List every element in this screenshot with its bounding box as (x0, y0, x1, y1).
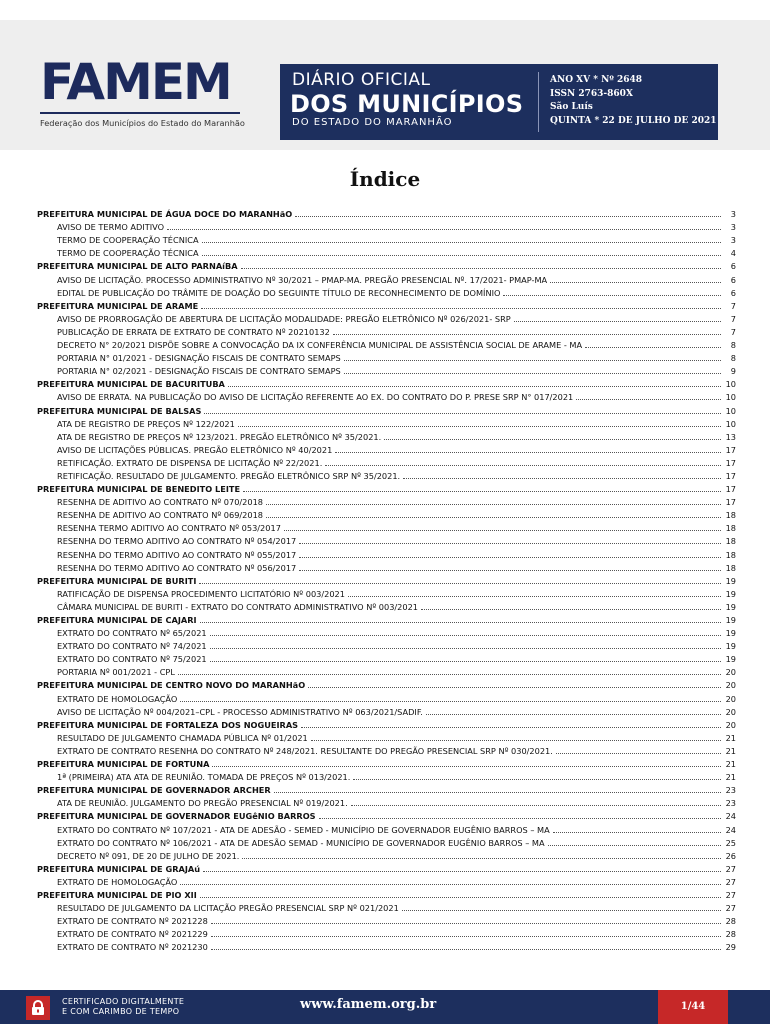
dot-leader (299, 543, 721, 544)
toc-entry[interactable] (37, 416, 736, 429)
toc-section[interactable] (37, 756, 736, 769)
toc-entry-title: PORTARIA Nº 001/2021 - CPL (57, 667, 175, 678)
dot-leader (333, 334, 721, 335)
toc-section[interactable] (37, 887, 736, 900)
toc-entry-title: RATIFICAÇÃO DE DISPENSA PROCEDIMENTO LICITATÓRIO Nº 003/2021 (57, 588, 345, 599)
toc-entry[interactable] (37, 835, 736, 848)
toc-entry[interactable] (37, 507, 736, 520)
logo-text: FAMEM (40, 53, 231, 111)
toc-page-number: 28 (725, 929, 736, 940)
dot-leader (266, 504, 721, 505)
toc-entry-title: TERMO DE COOPERAÇÃO TÉCNICA (57, 235, 199, 246)
toc-entry-title: PREFEITURA MUNICIPAL DE BURITI (37, 575, 197, 586)
dot-leader (299, 557, 721, 558)
toc-entry-title: EXTRATO DE CONTRATO Nº 2021229 (57, 929, 208, 940)
toc-section[interactable] (37, 402, 736, 415)
dot-leader (211, 923, 721, 924)
toc-entry-title: PREFEITURA MUNICIPAL DE BACURITUBA (37, 379, 225, 390)
toc-entry-title: ATA DE REUNIÃO. JULGAMENTO DO PREGÃO PRESENCIAL Nº 019/2021. (57, 798, 348, 809)
dot-leader (348, 596, 721, 597)
cert-line2: E COM CARIMBO DE TEMPO (62, 1007, 180, 1016)
issue-year: ANO XV * Nº 2648 (550, 75, 643, 85)
dot-leader (295, 216, 721, 217)
toc-page-number: 13 (725, 431, 736, 442)
dot-leader (548, 845, 721, 846)
toc-entry-title: RESULTADO DE JULGAMENTO CHAMADA PÚBLICA Nº 01/2021 (57, 732, 308, 743)
toc-page-number: 23 (725, 798, 736, 809)
toc-entry[interactable] (37, 311, 736, 324)
toc-entry[interactable] (37, 651, 736, 664)
dot-leader (211, 949, 721, 950)
toc-page-number: 19 (725, 628, 736, 639)
toc-page-number: 18 (725, 549, 736, 560)
toc-entry[interactable] (37, 586, 736, 599)
page-footer (0, 990, 770, 1024)
logo-rule (40, 112, 240, 114)
toc-section[interactable] (37, 677, 736, 690)
toc-page-number: 6 (730, 287, 736, 298)
toc-entry[interactable] (37, 533, 736, 546)
cert-line1: CERTIFICADO DIGITALMENTE (62, 997, 185, 1006)
toc-page-number: 21 (725, 772, 736, 783)
toc-page-number: 3 (730, 209, 736, 220)
toc-entry[interactable] (37, 429, 736, 442)
toc-entry-title: EXTRATO DO CONTRATO Nº 75/2021 (57, 654, 207, 665)
toc-entry-title: PREFEITURA MUNICIPAL DE FORTALEZA DOS NOGUEIRAS (37, 719, 299, 730)
toc-page-number: 23 (725, 785, 736, 796)
dot-leader (344, 373, 721, 374)
dot-leader (556, 753, 721, 754)
table-of-contents (37, 206, 736, 952)
toc-page-number: 20 (725, 680, 736, 691)
toc-entry-title: RETIFICAÇÃO. EXTRATO DE DISPENSA DE LICITAÇÃO Nº 22/2021. (57, 457, 323, 468)
dot-leader (210, 661, 721, 662)
toc-page-number: 18 (725, 536, 736, 547)
toc-entry[interactable] (37, 625, 736, 638)
toc-entry[interactable] (37, 546, 736, 559)
dot-leader (199, 583, 721, 584)
toc-entry[interactable] (37, 363, 736, 376)
dot-leader (402, 910, 721, 911)
toc-entry-title: RESENHA DO TERMO ADITIVO AO CONTRATO Nº 054/2017 (57, 536, 297, 547)
dot-leader (241, 268, 721, 269)
toc-page-number: 20 (725, 706, 736, 717)
toc-entry[interactable] (37, 219, 736, 232)
toc-entry-title: RESENHA DO TERMO ADITIVO AO CONTRATO Nº 056/2017 (57, 562, 297, 573)
toc-entry-title: DECRETO N° 20/2021 DISPÕE SOBRE A CONVOCAÇÃO DA IX CONFERÊNCIA MUNICIPAL DE ASSISTÊNCIA SOCIAL DE ARAME - MA (57, 340, 583, 351)
dot-leader (200, 622, 721, 623)
dot-leader (550, 282, 721, 283)
issue-info (550, 74, 717, 128)
toc-entry-title: EXTRATO DE CONTRATO Nº 2021228 (57, 916, 208, 927)
issue-city: São Luís (550, 102, 593, 112)
toc-entry-title: CÂMARA MUNICIPAL DE BURITI - EXTRATO DO CONTRATO ADMINISTRATIVO Nº 003/2021 (57, 601, 419, 612)
toc-section[interactable] (37, 861, 736, 874)
toc-entry[interactable] (37, 442, 736, 455)
toc-entry-title: PREFEITURA MUNICIPAL DE CENTRO NOVO DO MARANHãO (37, 680, 306, 691)
toc-entry[interactable] (37, 795, 736, 808)
toc-entry-title: RESENHA DE ADITIVO AO CONTRATO Nº 069/2018 (57, 510, 264, 521)
toc-entry-title: PORTARIA N° 01/2021 - DESIGNAÇÃO FISCAIS DE CONTRATO SEMAPS (57, 353, 341, 364)
toc-entry-title: TERMO DE COOPERAÇÃO TÉCNICA (57, 248, 199, 259)
diario-banner (280, 64, 718, 140)
toc-page-number: 10 (725, 405, 736, 416)
dot-leader (514, 321, 721, 322)
toc-entry[interactable] (37, 389, 736, 402)
dot-leader (301, 727, 721, 728)
toc-entry-title: AVISO DE PRORROGAÇÃO DE ABERTURA DE LICITAÇÃO MODALIDADE: PREGÃO ELETRÔNICO Nº 026/2021- SRP (57, 313, 511, 324)
toc-page-number: 21 (725, 732, 736, 743)
toc-page-number: 19 (725, 601, 736, 612)
website-link[interactable]: www.famem.org.br (300, 997, 437, 1012)
toc-entry[interactable] (37, 730, 736, 743)
toc-section[interactable] (37, 298, 736, 311)
toc-section[interactable] (37, 258, 736, 271)
toc-entry-title: PREFEITURA MUNICIPAL DE FORTUNA (37, 759, 210, 770)
dot-leader (274, 792, 721, 793)
banner-line2: DOS MUNICÍPIOS (290, 90, 524, 118)
toc-entry-title: EXTRATO DE HOMOLOGAÇÃO (57, 876, 178, 887)
toc-page-number: 19 (725, 641, 736, 652)
toc-page-number: 25 (725, 837, 736, 848)
toc-page-number: 17 (725, 484, 736, 495)
dot-leader (200, 897, 721, 898)
toc-entry-title: PREFEITURA MUNICIPAL DE ÁGUA DOCE DO MARANHãO (37, 209, 293, 220)
dot-leader (212, 766, 721, 767)
dot-leader (242, 858, 721, 859)
toc-page-number: 24 (725, 811, 736, 822)
toc-entry-title: AVISO DE LICITAÇÃO. PROCESSO ADMINISTRATIVO Nº 30/2021 – PMAP-MA. PREGÃO PRESENCIAL Nº. 17/2021- PMAP-MA (57, 274, 548, 285)
banner-line1: DIÁRIO OFICIAL (292, 70, 431, 90)
toc-page-number: 17 (725, 457, 736, 468)
toc-entry-title: PREFEITURA MUNICIPAL DE CAJARI (37, 615, 197, 625)
dot-leader (211, 936, 721, 937)
dot-leader (178, 674, 721, 675)
toc-entry[interactable] (37, 926, 736, 939)
page-number: 1/44 (658, 990, 728, 1024)
famem-logo (40, 53, 250, 136)
toc-entry-title: PREFEITURA MUNICIPAL DE GOVERNADOR EUGêNIO BARROS (37, 811, 316, 822)
toc-entry-title: ATA DE REGISTRO DE PREÇOS Nº 122/2021 (57, 418, 235, 429)
toc-entry-title: RESULTADO DE JULGAMENTO DA LICITAÇÃO PREGÃO PRESENCIAL SRP Nº 021/2021 (57, 903, 399, 914)
toc-entry-title: EXTRATO DO CONTRATO Nº 74/2021 (57, 641, 207, 652)
toc-page-number: 19 (725, 575, 736, 586)
toc-section[interactable] (37, 717, 736, 730)
toc-page-number: 7 (730, 326, 736, 337)
certification-text (62, 997, 184, 1017)
toc-entry-title: EXTRATO DO CONTRATO Nº 106/2021 - ATA DE ADESÃO SEMAD - MUNICÍPIO DE GOVERNADOR EUGÊNIO BARROS – MA (57, 837, 545, 848)
toc-section[interactable] (37, 376, 736, 389)
toc-page-number: 20 (725, 667, 736, 678)
toc-entry[interactable] (37, 821, 736, 834)
toc-entry[interactable] (37, 468, 736, 481)
toc-entry[interactable] (37, 743, 736, 756)
toc-entry-title: EXTRATO DE HOMOLOGAÇÃO (57, 693, 178, 704)
dot-leader (421, 609, 721, 610)
toc-page-number: 3 (730, 235, 736, 246)
dot-leader (335, 452, 721, 453)
toc-entry[interactable] (37, 232, 736, 245)
toc-page-number: 10 (725, 418, 736, 429)
dot-leader (319, 818, 721, 819)
toc-page-number: 28 (725, 916, 736, 927)
toc-entry-title: EXTRATO DO CONTRATO Nº 107/2021 - ATA DE ADESÃO - SEMED - MUNICÍPIO DE GOVERNADOR EUGÊNIO BARROS – MA (57, 824, 550, 835)
toc-section[interactable] (37, 573, 736, 586)
dot-leader (243, 491, 721, 492)
toc-entry[interactable] (37, 337, 736, 350)
toc-entry[interactable] (37, 245, 736, 258)
toc-entry-title: ATA DE REGISTRO DE PREÇOS Nº 123/2021. PREGÃO ELETRÔNICO Nº 35/2021. (57, 431, 382, 442)
page-header (0, 20, 770, 150)
dot-leader (203, 871, 721, 872)
toc-page-number: 4 (730, 248, 736, 259)
dot-leader (238, 426, 721, 427)
toc-entry-title: PREFEITURA MUNICIPAL DE BENEDITO LEITE (37, 484, 241, 495)
toc-entry-title: EDITAL DE PUBLICAÇÃO DO TRÂMITE DE DOAÇÃO DO SEGUINTE TÍTULO DE RECONHECIMENTO DE DOMÍNIO (57, 287, 501, 298)
dot-leader (202, 255, 721, 256)
toc-entry[interactable] (37, 455, 736, 468)
toc-page-number: 3 (730, 222, 736, 233)
toc-entry-title: RESENHA DE ADITIVO AO CONTRATO Nº 070/2018 (57, 497, 264, 508)
dot-leader (553, 832, 721, 833)
toc-page-number: 26 (725, 850, 736, 861)
toc-page-number: 29 (725, 942, 736, 953)
toc-page-number: 27 (725, 876, 736, 887)
dot-leader (210, 648, 721, 649)
lock-icon (26, 996, 50, 1020)
toc-entry[interactable] (37, 520, 736, 533)
dot-leader (311, 740, 721, 741)
toc-page-number: 19 (725, 654, 736, 665)
toc-page-number: 8 (730, 353, 736, 364)
toc-page-number: 21 (725, 759, 736, 770)
toc-entry-title: 1ª (PRIMEIRA) ATA ATA DE REUNIÃO. TOMADA DE PREÇOS Nº 013/2021. (57, 772, 351, 783)
toc-page-number: 10 (725, 392, 736, 403)
toc-entry-title: EXTRATO DE CONTRATO Nº 2021230 (57, 942, 208, 953)
dot-leader (308, 687, 721, 688)
toc-entry-title: RESENHA TERMO ADITIVO AO CONTRATO Nº 053/2017 (57, 523, 281, 534)
toc-page-number: 18 (725, 523, 736, 534)
toc-section[interactable] (37, 782, 736, 795)
toc-entry[interactable] (37, 350, 736, 363)
toc-entry[interactable] (37, 690, 736, 703)
toc-page-number: 9 (730, 366, 736, 377)
issue-issn: ISSN 2763-860X (550, 88, 633, 99)
toc-entry[interactable] (37, 913, 736, 926)
toc-entry-title: RESENHA DO TERMO ADITIVO AO CONTRATO Nº 055/2017 (57, 549, 297, 560)
dot-leader (344, 360, 721, 361)
toc-entry[interactable] (37, 638, 736, 651)
dot-leader (210, 635, 721, 636)
dot-leader (180, 701, 721, 702)
dot-leader (576, 399, 721, 400)
toc-page-number: 18 (725, 562, 736, 573)
toc-page-number: 6 (730, 274, 736, 285)
toc-entry-title: PREFEITURA MUNICIPAL DE ARAME (37, 300, 199, 311)
toc-page-number: 19 (725, 588, 736, 599)
toc-section[interactable] (37, 612, 736, 625)
toc-entry-title: EXTRATO DE CONTRATO RESENHA DO CONTRATO Nº 248/2021. RESULTANTE DO PREGÃO PRESENCIAL SRP Nº 030/2021. (57, 745, 553, 756)
toc-entry-title: PUBLICAÇÃO DE ERRATA DE EXTRATO DE CONTRATO Nº 20210132 (57, 326, 330, 337)
dot-leader (228, 386, 721, 387)
toc-page-number: 7 (730, 300, 736, 311)
dot-leader (351, 805, 721, 806)
dot-leader (201, 308, 721, 309)
toc-entry[interactable] (37, 599, 736, 612)
toc-entry-title: RETIFICAÇÃO. RESULTADO DE JULGAMENTO. PREGÃO ELETRÔNICO SRP Nº 35/2021. (57, 470, 401, 481)
toc-entry[interactable] (37, 285, 736, 298)
toc-entry-title: AVISO DE LICITAÇÃO Nº 004/2021–CPL - PROCESSO ADMINISTRATIVO Nº 063/2021/SADIF. (57, 706, 423, 717)
toc-entry-title: DECRETO Nº 091, DE 20 DE JULHO DE 2021. (57, 850, 240, 861)
toc-page-number: 10 (725, 379, 736, 390)
toc-page-number: 20 (725, 719, 736, 730)
toc-page-number: 27 (725, 903, 736, 914)
toc-page-number: 17 (725, 470, 736, 481)
dot-leader (284, 530, 721, 531)
dot-leader (204, 413, 721, 414)
toc-entry[interactable] (37, 664, 736, 677)
toc-page-number: 19 (725, 615, 736, 625)
dot-leader (167, 229, 721, 230)
toc-entry[interactable] (37, 494, 736, 507)
toc-entry-title: EXTRATO DO CONTRATO Nº 65/2021 (57, 628, 207, 639)
banner-line3: DO ESTADO DO MARANHÃO (292, 117, 453, 128)
issue-date: QUINTA * 22 DE JULHO DE 2021 (550, 115, 717, 126)
toc-entry[interactable] (37, 560, 736, 573)
dot-leader (299, 570, 721, 571)
dot-leader (426, 714, 721, 715)
toc-page-number: 27 (725, 889, 736, 900)
top-margin (0, 0, 770, 20)
toc-page-number: 17 (725, 497, 736, 508)
toc-entry[interactable] (37, 324, 736, 337)
toc-page-number: 18 (725, 510, 736, 521)
toc-page-number: 6 (730, 261, 736, 272)
toc-entry-title: AVISO DE LICITAÇÕES PÚBLICAS. PREGÃO ELETRÔNICO Nº 40/2021 (57, 444, 333, 455)
toc-page-number: 27 (725, 863, 736, 874)
index-title: Índice (349, 167, 421, 191)
toc-entry[interactable] (37, 769, 736, 782)
toc-entry[interactable] (37, 271, 736, 284)
toc-entry-title: PREFEITURA MUNICIPAL DE GOVERNADOR ARCHER (37, 785, 271, 796)
dot-leader (266, 517, 721, 518)
logo-subtitle: Federação dos Municípios do Estado do Maranhão (40, 118, 245, 128)
dot-leader (585, 347, 721, 348)
toc-section[interactable] (37, 206, 736, 219)
toc-entry-title: PREFEITURA MUNICIPAL DE ALTO PARNAíBA (37, 261, 238, 272)
toc-page-number: 8 (730, 340, 736, 351)
toc-page-number: 17 (725, 444, 736, 455)
toc-entry-title: PREFEITURA MUNICIPAL DE PIO XII (37, 889, 197, 900)
banner-divider (538, 72, 539, 132)
toc-entry-title: PREFEITURA MUNICIPAL DE BALSAS (37, 405, 202, 416)
toc-entry-title: AVISO DE TERMO ADITIVO (57, 222, 165, 233)
dot-leader (503, 295, 721, 296)
toc-entry-title: PORTARIA N° 02/2021 - DESIGNAÇÃO FISCAIS DE CONTRATO SEMAPS (57, 366, 341, 377)
dot-leader (403, 478, 721, 479)
toc-entry-title: PREFEITURA MUNICIPAL DE GRAJAú (37, 863, 201, 874)
toc-entry-title: AVISO DE ERRATA. NA PUBLICAÇÃO DO AVISO DE LICITAÇÃO REFERENTE AO EX. DO CONTRATO DO P. PRESE SRP N° 017/2021 (57, 392, 574, 403)
toc-section[interactable] (37, 481, 736, 494)
toc-page-number: 20 (725, 693, 736, 704)
toc-section[interactable] (37, 808, 736, 821)
toc-entry[interactable] (37, 900, 736, 913)
toc-entry[interactable] (37, 874, 736, 887)
dot-leader (384, 439, 721, 440)
toc-entry[interactable] (37, 939, 736, 952)
toc-entry[interactable] (37, 704, 736, 717)
toc-page-number: 24 (725, 824, 736, 835)
dot-leader (353, 779, 721, 780)
toc-entry[interactable] (37, 848, 736, 861)
toc-page-number: 7 (730, 313, 736, 324)
dot-leader (180, 884, 721, 885)
dot-leader (325, 465, 721, 466)
toc-page-number: 21 (725, 745, 736, 756)
dot-leader (202, 242, 721, 243)
